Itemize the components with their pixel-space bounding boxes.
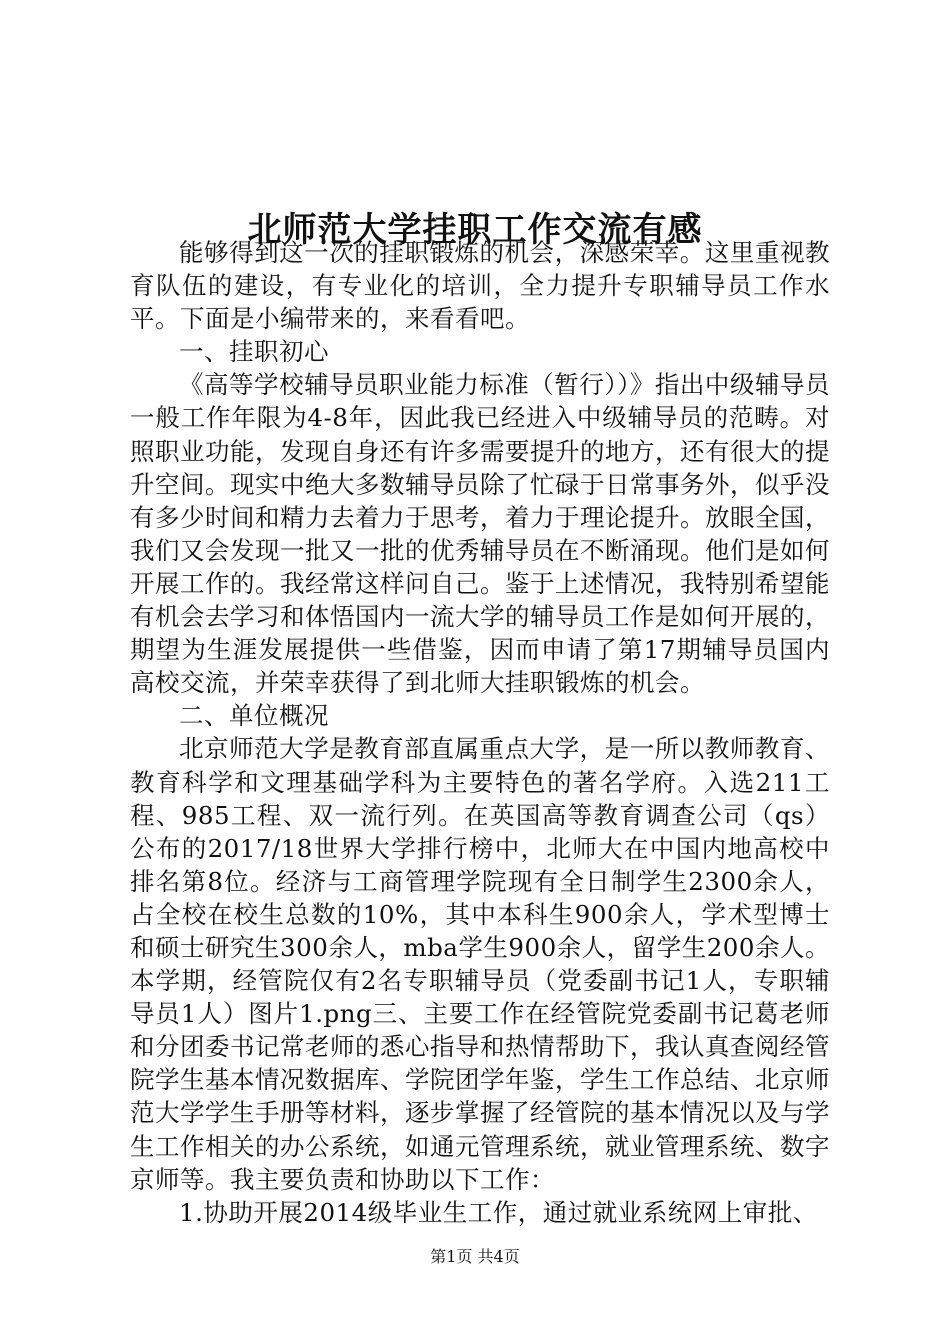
section-heading-2: 二、单位概况 (179, 701, 329, 731)
document-body (130, 236, 830, 1229)
document-title: 北师范大学挂职工作交流有感 (247, 209, 703, 250)
list-item: 1.协助开展2014级毕业生工作，通过就业系统网上审批、 (179, 1197, 818, 1227)
section-heading-1: 一、挂职初心 (179, 337, 329, 367)
body-paragraph: 《高等学校辅导员职业能力标准（暂行））》指出中级辅导员一般工作年限为4-8年，因此我已经进入中级辅导员的范畴。对照职业功能，发现自身还有许多需要提升的地方，还有很大的提升空间。现实中绝大多数辅导员除了忙碌于日常事务外，似乎没有多少时间和精力去着力于思考，着力于理论提升。放眼全国，我们又会发现一批又一批的优秀辅导员在不断涌现。他们是如何开展工作的。我经常这样问自己。鉴于上述情况，我特别希望能有机会去学习和体悟国内一流大学的辅导员工作是如何开展的，期望为生涯发展提供一些借鉴，因而申请了第17期辅导员国内高校交流，并荣幸获得了到北师大挂职锻炼的机会。 (130, 370, 830, 698)
intro-paragraph: 能够得到这一次的挂职锻炼的机会，深感荣幸。这里重视教育队伍的建设，有专业化的培训，全力提升专职辅导员工作水平。下面是小编带来的，来看看吧。 (130, 238, 830, 334)
page-footer: 第1页 共4页 (430, 1247, 520, 1266)
body-paragraph: 北京师范大学是教育部直属重点大学，是一所以教师教育、教育科学和文理基础学科为主要特色的著名学府。入选211工程、985工程、双一流行列。在英国高等教育调查公司（qs）公布的2017/18世界大学排行榜中，北师大在中国内地高校中排名第8位。经济与工商管理学院现有全日制学生2300余人，占全校在校生总数的10%，其中本科生900余人，学术型博士和硕士研究生300余人，mba学生900余人，留学生200余人。本学期，经管院仅有2名专职辅导员（党委副书记1人，专职辅导员1人）图片1.png三、主要工作在经管院党委副书记葛老师和分团委书记常老师的悉心指导和热情帮助下，我认真查阅经管院学生基本情况数据库、学院团学年鉴，学生工作总结、北京师范大学学生手册等材料，逐步掌握了经管院的基本情况以及与学生工作相关的办公系统，如通元管理系统，就业管理系统、数字京师等。我主要负责和协助以下工作： (130, 734, 830, 1194)
